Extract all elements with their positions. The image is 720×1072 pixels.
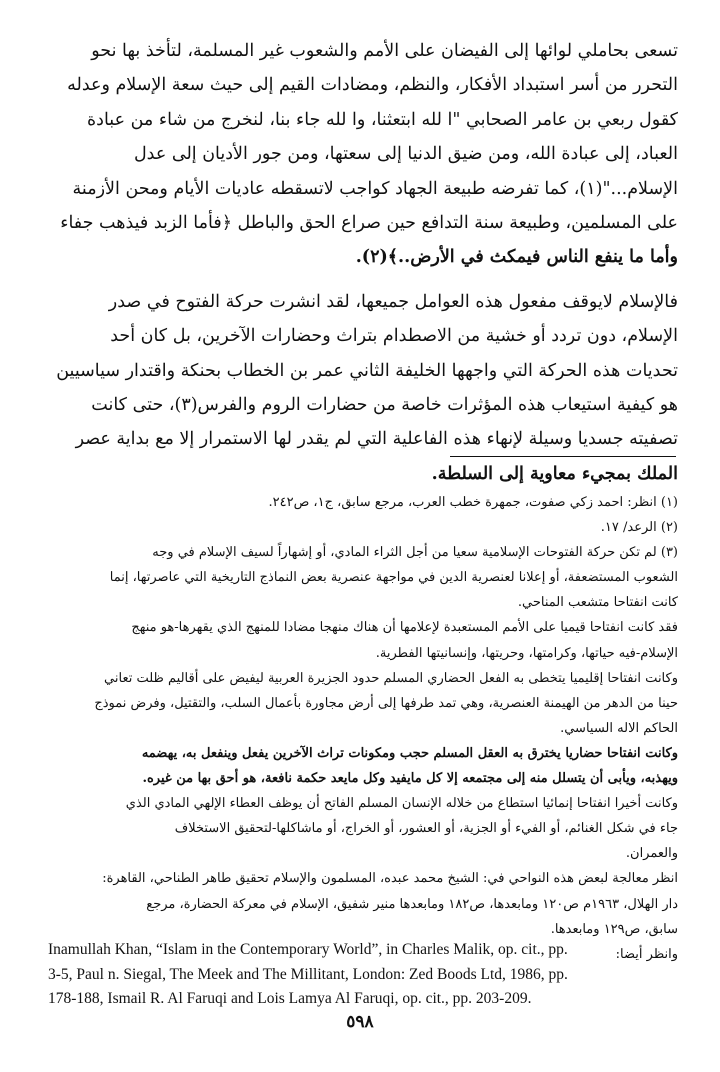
footnote-line: دار الهلال، ١٩٦٣م ص١٢٠ ومابعدها، ص١٨٢ ومابعدها منير شفيق، الإسلام في معركة الحضارة، مرجع bbox=[146, 896, 678, 912]
footnote-line: وكانت انفتاحا إقليميا يتخطى به الفعل الحضاري المسلم حدود الجزيرة العربية ليفيض على أقاليم ظلت تعاني bbox=[104, 670, 678, 686]
footnote-line: الإسلام-فيه حياتها، وكرامتها، وحريتها، وإنسانيتها الفطرية. bbox=[375, 645, 678, 661]
footnote-line: جاء في شكل الغنائم، أو الفيء أو الجزية، أو العشور، أو الخراج، أو ماشاكلها-لتحقيق الاستخلاف bbox=[174, 821, 678, 837]
footnote-line: الشعوب المستضعفة، أو إعلانا لعنصرية الدين في مواجهة عنصرية بعض النماذج التاريخية التي عاصرتها، إنما bbox=[109, 570, 678, 586]
footnote-separator bbox=[450, 456, 676, 457]
body-line: الإسلام..."(١)، كما تفرضه طبيعة الجهاد كواجب لاتسقطه عاديات الأيام ومحن الأزمنة bbox=[72, 178, 678, 199]
body-line: فالإسلام لايوقف مفعول هذه العوامل جميعها، لقد انشرت حركة الفتوح في صدر bbox=[108, 291, 678, 312]
footnotes bbox=[50, 490, 678, 967]
body-line: تسعى بحاملي لوائها إلى الفيضان على الأمم والشعوب غير المسلمة، لتأخذ بها نحو bbox=[91, 41, 678, 61]
body-line: كقول ربعي بن عامر الصحابي "ا لله ابتعثنا، وا لله جاء بنا، لنخرج من شاء من عبادة bbox=[87, 109, 678, 130]
footnote-line: (٢) الرعد/ ١٧. bbox=[600, 520, 678, 536]
body-line: تصفيته جسديا وسيلة لإنهاء هذه الفاعلية التي لم يقدر لها الاستمرار إلا مع بداية عصر bbox=[75, 429, 678, 450]
footnote-line: (١) انظر: احمد زكي صفوت، جمهرة خطب العرب، مرجع سابق، ج١، ص٢٤٢. bbox=[268, 495, 678, 510]
footnote-line: انظر معالجة لبعض هذه النواحي في: الشيخ محمد عبده، المسلمون والإسلام تحقيق طاهر الطناحي، القاهرة: bbox=[102, 871, 678, 887]
body-line: هو كيفية استيعاب هذه المؤثرات خاصة من حضارات الروم والفرس(٣)، حتى كانت bbox=[91, 394, 678, 415]
main-text bbox=[44, 34, 678, 491]
footnote-line: حينا من الدهر من الهيمنة العنصرية، وهي تمد طرفها إلى أرض مجاورة بأعمال السلب، والتقتيل، وفرض نموذج bbox=[94, 695, 678, 711]
footnote-line: كانت انفتاحا متشعب المناحي. bbox=[517, 595, 678, 611]
footnote-line: فقد كانت انفتاحا قيميا على الأمم المستعبدة لإعلامها أن هناك منهجا مضادا للمنهج الذي يقهرها-هو منهج bbox=[131, 620, 678, 636]
body-line: تحديات هذه الحركة التي واجهها الخليفة الثاني عمر بن الخطاب بحنكة واقتدار سياسيين bbox=[56, 360, 678, 381]
page-number: ٥٩٨ bbox=[346, 1012, 374, 1032]
footnote-line: الحاكم الاله السياسي. bbox=[560, 720, 678, 736]
footnote-line: (٣) لم تكن حركة الفتوحات الإسلامية سعيا من أجل الثراء المادي، أو إشهاراً لسيف الإسلام في وجه bbox=[152, 545, 678, 561]
body-line: على المسلمين، وطبيعة سنة التدافع حين صراع الحق والباطل ﴿فأما الزبد فيذهب جفاء bbox=[60, 212, 678, 233]
body-line: التحرر من أسر استبداد الأفكار، والنظم، ومضادات القيم إلى حيث سعة الإسلام وعدله bbox=[67, 75, 678, 96]
footnote-line: وكانت أخيرا انفتاحا إنمائيا استطاع من خلاله الإنسان المسلم الفاتح أن يوظف العطاء الإلهي المادي الذي bbox=[125, 796, 678, 812]
body-line: الإسلام، دون تردد أو خشية من الاصطدام بتراث وحضارات الآخرين، بل كان أحد bbox=[110, 326, 678, 347]
footnote-line: ويهذبه، ويأبى أن يتسلل منه إلى مجتمعه إلا كل مايفيد وكل مايعد حكمة نافعة، هو أحق بها من غيره. bbox=[142, 771, 678, 787]
reference-line: Inamullah Khan, “Islam in the Contemporary World”, in Charles Malik, op. cit., pp. bbox=[48, 941, 568, 958]
body-line: العباد، إلى عبادة الله، ومن ضيق الدنيا إلى سعتها، ومن جور الأديان إلى عدل bbox=[133, 144, 678, 165]
reference-line: 178-188, Ismail R. Al Faruqi and Lois Lamya Al Faruqi, op. cit., pp. 203-209. bbox=[48, 990, 532, 1007]
quran-verse-line: وأما ما ينفع الناس فيمكث في الأرض..﴾(٢). bbox=[355, 247, 678, 268]
footnote-line: والعمران. bbox=[625, 846, 678, 862]
reference-line: 3-5, Paul n. Siegal, The Meek and The Millitant, London: Zed Boods Ltd, 1986, pp. bbox=[48, 965, 568, 983]
body-line: الملك بمجيء معاوية إلى السلطة. bbox=[431, 463, 678, 484]
latin-references bbox=[48, 938, 648, 1012]
footnote-line: وكانت انفتاحا حضاريا يخترق به العقل المسلم حجب ومكونات تراث الآخرين يفعل وينفعل به، يهضمه bbox=[141, 745, 678, 761]
footnote-line: سابق، ص١٢٩ ومابعدها. bbox=[550, 921, 678, 937]
second-paragraph bbox=[44, 285, 678, 491]
footnote-line: وانظر أيضا: bbox=[615, 946, 678, 962]
